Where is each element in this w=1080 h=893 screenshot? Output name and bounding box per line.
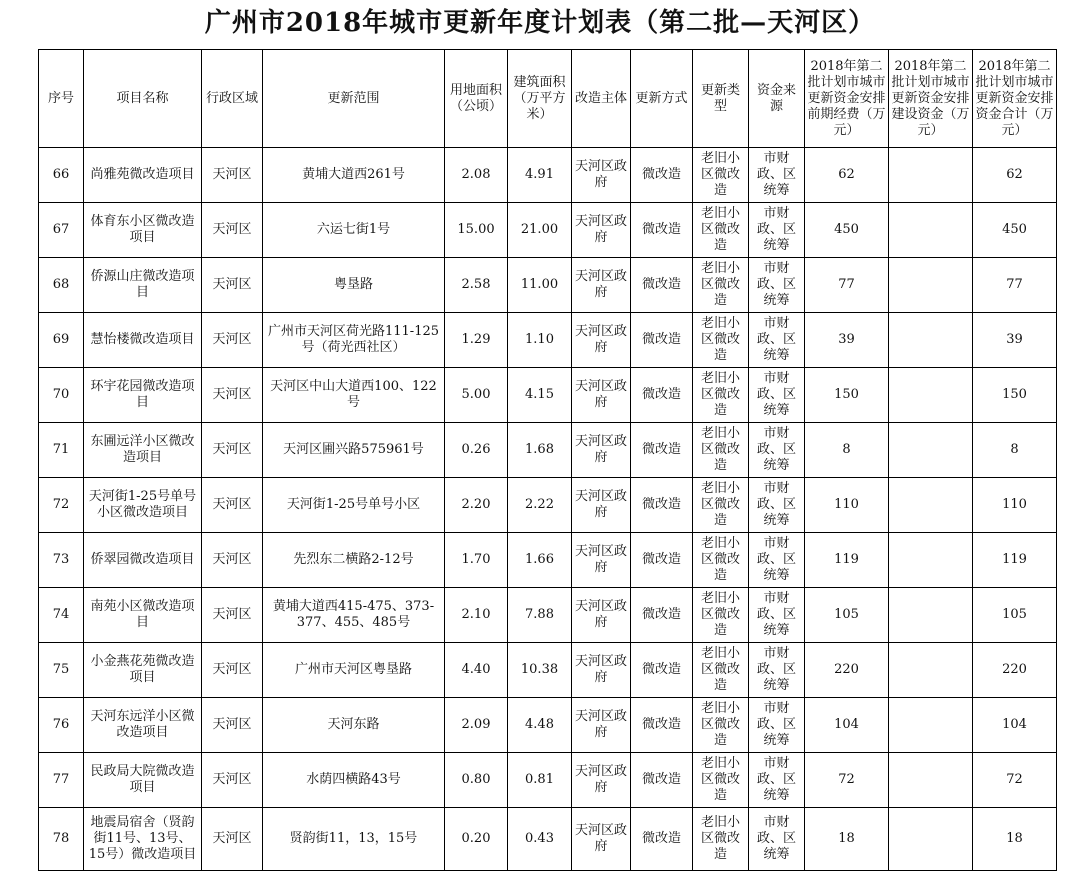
fund-source-cell: 市财政、区统筹 (749, 808, 805, 871)
land-area-cell: 4.40 (445, 643, 508, 698)
renewal-scope-cell: 天河区中山大道西100、122号 (263, 368, 445, 423)
project-name-cell: 慧怡楼微改造项目 (84, 313, 202, 368)
fund-source-cell: 市财政、区统筹 (749, 643, 805, 698)
construction-funds-cell (889, 698, 973, 753)
fund-source-cell: 市财政、区统筹 (749, 533, 805, 588)
fund-source-cell: 市财政、区统筹 (749, 753, 805, 808)
renewal-scope-cell: 广州市天河区粤垦路 (263, 643, 445, 698)
construction-funds-cell (889, 313, 973, 368)
total-funds-cell: 450 (973, 203, 1057, 258)
row-number-cell: 76 (39, 698, 84, 753)
renewal-method-cell: 微改造 (631, 478, 693, 533)
table-row (39, 423, 1057, 478)
header-cell: 项目名称 (84, 50, 202, 148)
fund-source-cell: 市财政、区统筹 (749, 313, 805, 368)
project-name-cell: 天河东远洋小区微改造项目 (84, 698, 202, 753)
table-row (39, 808, 1057, 871)
floor-area-cell: 1.10 (508, 313, 572, 368)
implementer-cell: 天河区政府 (572, 588, 631, 643)
renewal-type-cell: 老旧小区微改造 (693, 313, 749, 368)
fund-source-cell: 市财政、区统筹 (749, 423, 805, 478)
renewal-type-cell: 老旧小区微改造 (693, 258, 749, 313)
project-name-cell: 侨翠园微改造项目 (84, 533, 202, 588)
construction-funds-cell (889, 588, 973, 643)
district-cell: 天河区 (202, 808, 263, 871)
header-cell: 2018年第二批计划市城市更新资金安排资金合计（万元） (973, 50, 1057, 148)
total-funds-cell: 8 (973, 423, 1057, 478)
land-area-cell: 2.20 (445, 478, 508, 533)
land-area-cell: 2.08 (445, 148, 508, 203)
header-cell: 更新范围 (263, 50, 445, 148)
floor-area-cell: 0.43 (508, 808, 572, 871)
total-funds-cell: 150 (973, 368, 1057, 423)
floor-area-cell: 10.38 (508, 643, 572, 698)
preliminary-funds-cell: 72 (805, 753, 889, 808)
district-cell: 天河区 (202, 258, 263, 313)
row-number-cell: 72 (39, 478, 84, 533)
fund-source-cell: 市财政、区统筹 (749, 203, 805, 258)
header-cell: 2018年第二批计划市城市更新资金安排前期经费（万元） (805, 50, 889, 148)
renewal-type-cell: 老旧小区微改造 (693, 753, 749, 808)
renewal-scope-cell: 六运七街1号 (263, 203, 445, 258)
land-area-cell: 2.58 (445, 258, 508, 313)
construction-funds-cell (889, 423, 973, 478)
project-name-cell: 侨源山庄微改造项目 (84, 258, 202, 313)
table-row (39, 698, 1057, 753)
renewal-type-cell: 老旧小区微改造 (693, 203, 749, 258)
renewal-method-cell: 微改造 (631, 588, 693, 643)
floor-area-cell: 1.68 (508, 423, 572, 478)
land-area-cell: 1.70 (445, 533, 508, 588)
fund-source-cell: 市财政、区统筹 (749, 478, 805, 533)
row-number-cell: 77 (39, 753, 84, 808)
land-area-cell: 15.00 (445, 203, 508, 258)
fund-source-cell: 市财政、区统筹 (749, 588, 805, 643)
renewal-method-cell: 微改造 (631, 753, 693, 808)
construction-funds-cell (889, 808, 973, 871)
renewal-scope-cell: 广州市天河区荷光路111-125号（荷光西社区） (263, 313, 445, 368)
implementer-cell: 天河区政府 (572, 313, 631, 368)
district-cell: 天河区 (202, 643, 263, 698)
implementer-cell: 天河区政府 (572, 643, 631, 698)
renewal-type-cell: 老旧小区微改造 (693, 588, 749, 643)
renewal-type-cell: 老旧小区微改造 (693, 368, 749, 423)
row-number-cell: 74 (39, 588, 84, 643)
fund-source-cell: 市财政、区统筹 (749, 698, 805, 753)
header-cell: 更新方式 (631, 50, 693, 148)
renewal-method-cell: 微改造 (631, 808, 693, 871)
floor-area-cell: 4.15 (508, 368, 572, 423)
land-area-cell: 0.20 (445, 808, 508, 871)
renewal-type-cell: 老旧小区微改造 (693, 643, 749, 698)
table-row (39, 643, 1057, 698)
floor-area-cell: 0.81 (508, 753, 572, 808)
floor-area-cell: 2.22 (508, 478, 572, 533)
land-area-cell: 5.00 (445, 368, 508, 423)
renewal-type-cell: 老旧小区微改造 (693, 698, 749, 753)
construction-funds-cell (889, 533, 973, 588)
construction-funds-cell (889, 368, 973, 423)
renewal-scope-cell: 先烈东二横路2-12号 (263, 533, 445, 588)
row-number-cell: 78 (39, 808, 84, 871)
renewal-method-cell: 微改造 (631, 698, 693, 753)
construction-funds-cell (889, 148, 973, 203)
header-cell: 序号 (39, 50, 84, 148)
header-cell: 行政区域 (202, 50, 263, 148)
renewal-type-cell: 老旧小区微改造 (693, 533, 749, 588)
preliminary-funds-cell: 77 (805, 258, 889, 313)
implementer-cell: 天河区政府 (572, 203, 631, 258)
preliminary-funds-cell: 18 (805, 808, 889, 871)
implementer-cell: 天河区政府 (572, 478, 631, 533)
preliminary-funds-cell: 8 (805, 423, 889, 478)
row-number-cell: 70 (39, 368, 84, 423)
implementer-cell: 天河区政府 (572, 533, 631, 588)
renewal-method-cell: 微改造 (631, 643, 693, 698)
project-name-cell: 南苑小区微改造项目 (84, 588, 202, 643)
renewal-method-cell: 微改造 (631, 423, 693, 478)
implementer-cell: 天河区政府 (572, 753, 631, 808)
renewal-scope-cell: 天河东路 (263, 698, 445, 753)
total-funds-cell: 220 (973, 643, 1057, 698)
project-name-cell: 体育东小区微改造项目 (84, 203, 202, 258)
header-cell: 2018年第二批计划市城市更新资金安排建设资金（万元） (889, 50, 973, 148)
preliminary-funds-cell: 220 (805, 643, 889, 698)
renewal-scope-cell: 水荫四横路43号 (263, 753, 445, 808)
renewal-method-cell: 微改造 (631, 368, 693, 423)
land-area-cell: 1.29 (445, 313, 508, 368)
renewal-method-cell: 微改造 (631, 533, 693, 588)
land-area-cell: 2.10 (445, 588, 508, 643)
renewal-scope-cell: 贤韵街11，13，15号 (263, 808, 445, 871)
construction-funds-cell (889, 478, 973, 533)
construction-funds-cell (889, 258, 973, 313)
land-area-cell: 0.26 (445, 423, 508, 478)
table-row (39, 533, 1057, 588)
total-funds-cell: 18 (973, 808, 1057, 871)
header-cell: 资金来源 (749, 50, 805, 148)
district-cell: 天河区 (202, 148, 263, 203)
project-name-cell: 环宇花园微改造项目 (84, 368, 202, 423)
header-row (39, 50, 1057, 148)
project-name-cell: 天河街1-25号单号小区微改造项目 (84, 478, 202, 533)
preliminary-funds-cell: 119 (805, 533, 889, 588)
row-number-cell: 67 (39, 203, 84, 258)
table-row (39, 753, 1057, 808)
land-area-cell: 0.80 (445, 753, 508, 808)
header-cell: 建筑面积（万平方米） (508, 50, 572, 148)
renewal-scope-cell: 黄埔大道西261号 (263, 148, 445, 203)
floor-area-cell: 4.91 (508, 148, 572, 203)
renewal-method-cell: 微改造 (631, 203, 693, 258)
district-cell: 天河区 (202, 478, 263, 533)
renewal-scope-cell: 天河街1-25号单号小区 (263, 478, 445, 533)
floor-area-cell: 11.00 (508, 258, 572, 313)
table-row (39, 478, 1057, 533)
table-row (39, 588, 1057, 643)
implementer-cell: 天河区政府 (572, 808, 631, 871)
preliminary-funds-cell: 150 (805, 368, 889, 423)
preliminary-funds-cell: 105 (805, 588, 889, 643)
floor-area-cell: 7.88 (508, 588, 572, 643)
preliminary-funds-cell: 450 (805, 203, 889, 258)
district-cell: 天河区 (202, 313, 263, 368)
table-row (39, 258, 1057, 313)
table-row (39, 148, 1057, 203)
implementer-cell: 天河区政府 (572, 368, 631, 423)
project-name-cell: 小金燕花苑微改造项目 (84, 643, 202, 698)
table-body (39, 148, 1057, 871)
implementer-cell: 天河区政府 (572, 698, 631, 753)
fund-source-cell: 市财政、区统筹 (749, 148, 805, 203)
preliminary-funds-cell: 104 (805, 698, 889, 753)
floor-area-cell: 21.00 (508, 203, 572, 258)
fund-source-cell: 市财政、区统筹 (749, 258, 805, 313)
construction-funds-cell (889, 203, 973, 258)
renewal-type-cell: 老旧小区微改造 (693, 478, 749, 533)
row-number-cell: 73 (39, 533, 84, 588)
project-name-cell: 东圃远洋小区微改造项目 (84, 423, 202, 478)
project-name-cell: 民政局大院微改造项目 (84, 753, 202, 808)
row-number-cell: 66 (39, 148, 84, 203)
total-funds-cell: 77 (973, 258, 1057, 313)
district-cell: 天河区 (202, 368, 263, 423)
district-cell: 天河区 (202, 203, 263, 258)
district-cell: 天河区 (202, 588, 263, 643)
total-funds-cell: 119 (973, 533, 1057, 588)
implementer-cell: 天河区政府 (572, 148, 631, 203)
district-cell: 天河区 (202, 698, 263, 753)
header-cell: 更新类型 (693, 50, 749, 148)
preliminary-funds-cell: 39 (805, 313, 889, 368)
district-cell: 天河区 (202, 423, 263, 478)
renewal-type-cell: 老旧小区微改造 (693, 423, 749, 478)
header-cell: 改造主体 (572, 50, 631, 148)
implementer-cell: 天河区政府 (572, 258, 631, 313)
row-number-cell: 71 (39, 423, 84, 478)
table-row (39, 368, 1057, 423)
floor-area-cell: 1.66 (508, 533, 572, 588)
renewal-method-cell: 微改造 (631, 148, 693, 203)
project-name-cell: 地震局宿舍（贤韵街11号、13号、15号）微改造项目 (84, 808, 202, 871)
total-funds-cell: 104 (973, 698, 1057, 753)
header-cell: 用地面积（公顷） (445, 50, 508, 148)
implementer-cell: 天河区政府 (572, 423, 631, 478)
renewal-type-cell: 老旧小区微改造 (693, 148, 749, 203)
renewal-scope-cell: 粤垦路 (263, 258, 445, 313)
total-funds-cell: 105 (973, 588, 1057, 643)
renewal-type-cell: 老旧小区微改造 (693, 808, 749, 871)
floor-area-cell: 4.48 (508, 698, 572, 753)
table-row (39, 203, 1057, 258)
preliminary-funds-cell: 62 (805, 148, 889, 203)
land-area-cell: 2.09 (445, 698, 508, 753)
total-funds-cell: 110 (973, 478, 1057, 533)
renewal-scope-cell: 黄埔大道西415-475、373-377、455、485号 (263, 588, 445, 643)
row-number-cell: 69 (39, 313, 84, 368)
construction-funds-cell (889, 643, 973, 698)
table-row (39, 313, 1057, 368)
total-funds-cell: 62 (973, 148, 1057, 203)
district-cell: 天河区 (202, 753, 263, 808)
total-funds-cell: 72 (973, 753, 1057, 808)
project-name-cell: 尚雅苑微改造项目 (84, 148, 202, 203)
plan-table (38, 49, 1057, 871)
row-number-cell: 68 (39, 258, 84, 313)
total-funds-cell: 39 (973, 313, 1057, 368)
renewal-method-cell: 微改造 (631, 313, 693, 368)
renewal-scope-cell: 天河区圃兴路575961号 (263, 423, 445, 478)
construction-funds-cell (889, 753, 973, 808)
district-cell: 天河区 (202, 533, 263, 588)
renewal-method-cell: 微改造 (631, 258, 693, 313)
preliminary-funds-cell: 110 (805, 478, 889, 533)
fund-source-cell: 市财政、区统筹 (749, 368, 805, 423)
row-number-cell: 75 (39, 643, 84, 698)
page-title: 广州市2018年城市更新年度计划表（第二批—天河区） (204, 8, 876, 38)
